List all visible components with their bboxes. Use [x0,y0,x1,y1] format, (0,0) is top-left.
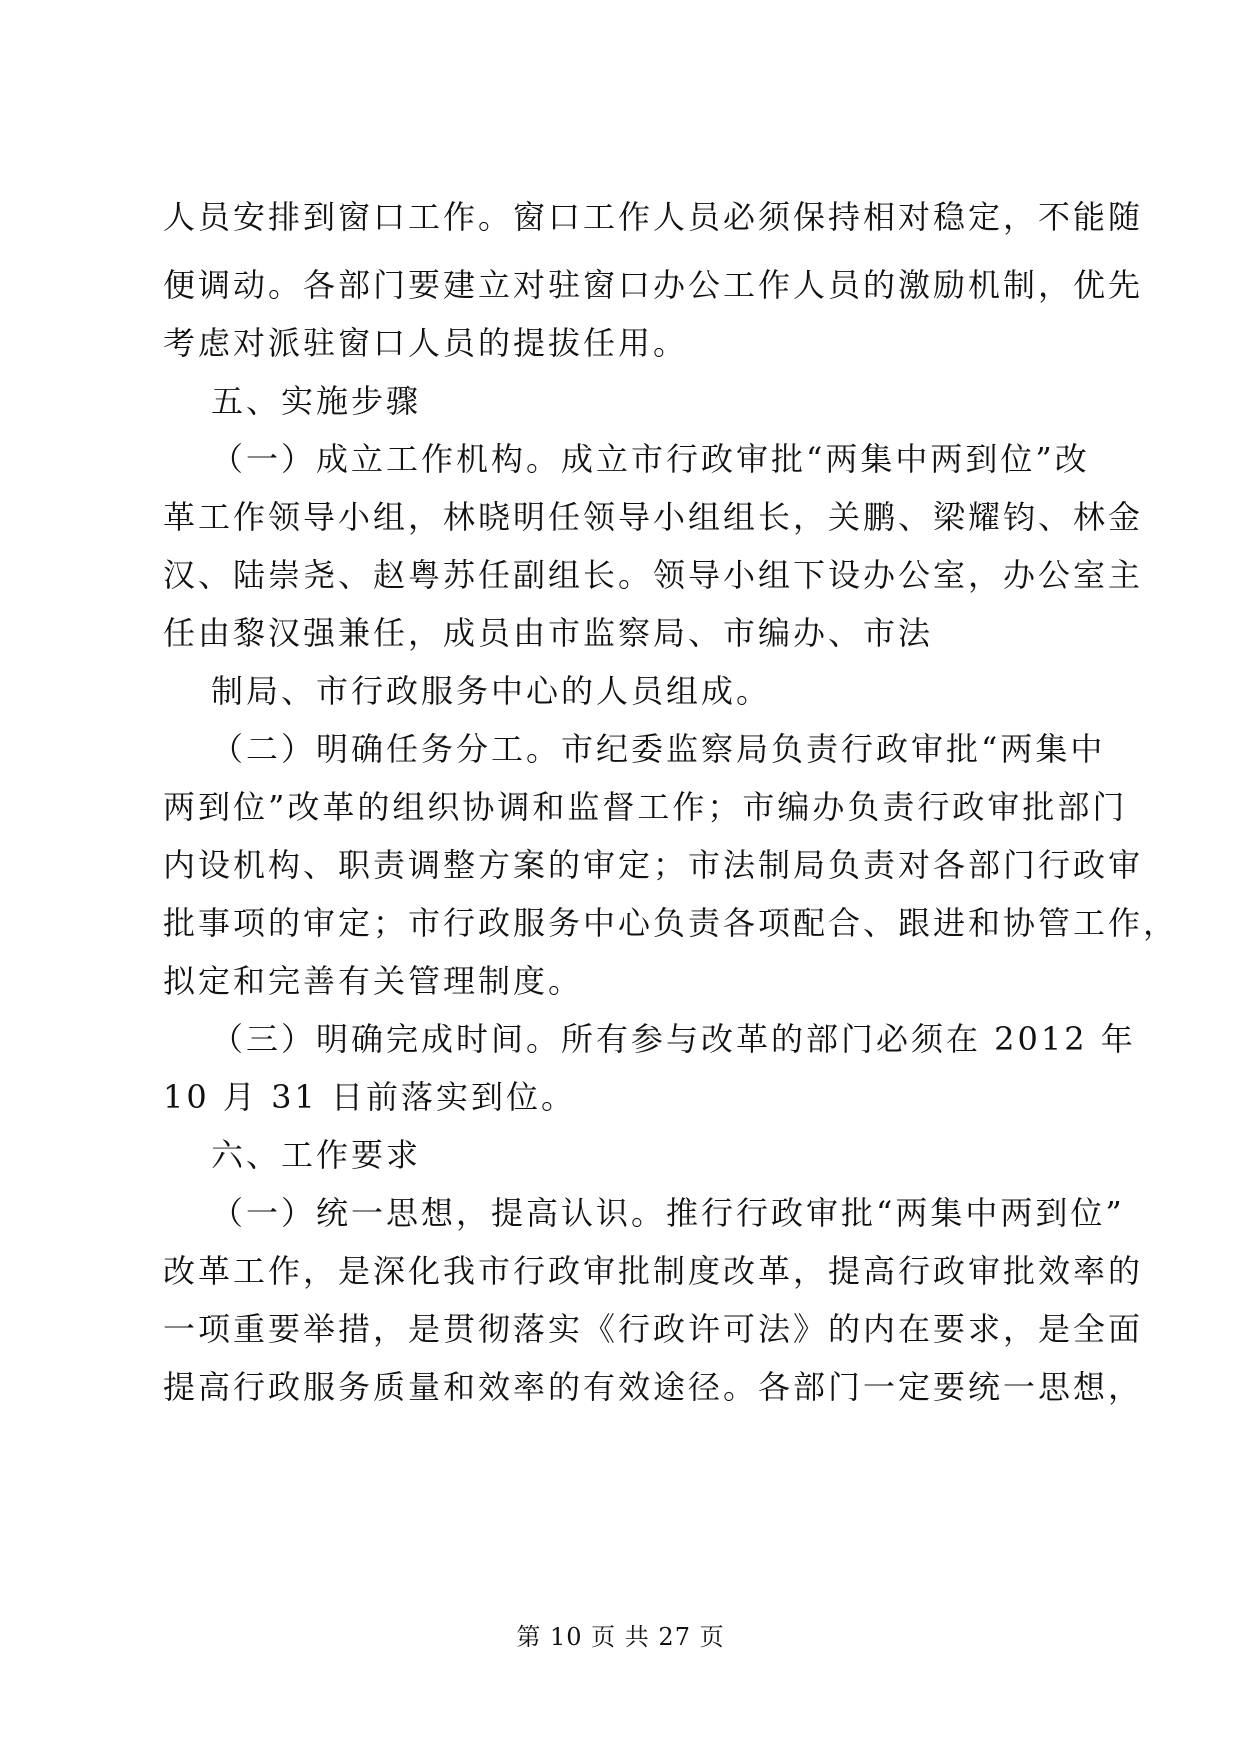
paragraph-line: （三）明确完成时间。所有参与改革的部门必须在 2012 年 [211,1020,1136,1058]
paragraph-line: 革工作领导小组，林晓明任领导小组组长，关鹏、梁耀钧、林金 [163,498,1144,536]
paragraph-line: 两到位”改革的组织协调和监督工作；市编办负责行政审批部门 [163,788,1128,826]
paragraph-line: （一）统一思想，提高认识。推行行政审批“两集中两到位” [211,1194,1125,1232]
paragraph-line: 10 月 31 日前落实到位。 [163,1078,576,1116]
paragraph-line: 制局、市行政服务中心的人员组成。 [211,672,772,710]
paragraph-line: 内设机构、职责调整方案的审定；市法制局负责对各部门行政审 [163,846,1144,884]
paragraph-line: 批事项的审定；市行政服务中心负责各项配合、跟进和协管工作， [163,904,1179,942]
paragraph-line: 便调动。各部门要建立对驻窗口办公工作人员的激励机制，优先 [163,266,1144,304]
paragraph-line: 任由黎汉强兼任，成员由市监察局、市编办、市法 [163,614,934,652]
paragraph-line: 拟定和完善有关管理制度。 [163,962,584,1000]
paragraph-line: 人员安排到窗口工作。窗口工作人员必须保持相对稳定，不能随 [163,198,1144,236]
paragraph-line: 考虑对派驻窗口人员的提拔任用。 [163,324,689,362]
page-number-footer: 第 10 页 共 27 页 [516,1623,725,1651]
section-heading: 六、工作要求 [211,1136,422,1174]
paragraph-line: 汉、陆崇尧、赵粤苏任副组长。领导小组下设办公室，办公室主 [163,556,1144,594]
paragraph-line: 一项重要举措，是贯彻落实《行政许可法》的内在要求，是全面 [163,1310,1144,1348]
paragraph-line: 提高行政服务质量和效率的有效途径。各部门一定要统一思想， [163,1368,1144,1406]
paragraph-line: （二）明确任务分工。市纪委监察局负责行政审批“两集中 [211,730,1106,768]
paragraph-line: （一）成立工作机构。成立市行政审批“两集中两到位”改 [211,440,1090,478]
section-heading: 五、实施步骤 [211,382,422,420]
paragraph-line: 改革工作，是深化我市行政审批制度改革，提高行政审批效率的 [163,1252,1144,1290]
